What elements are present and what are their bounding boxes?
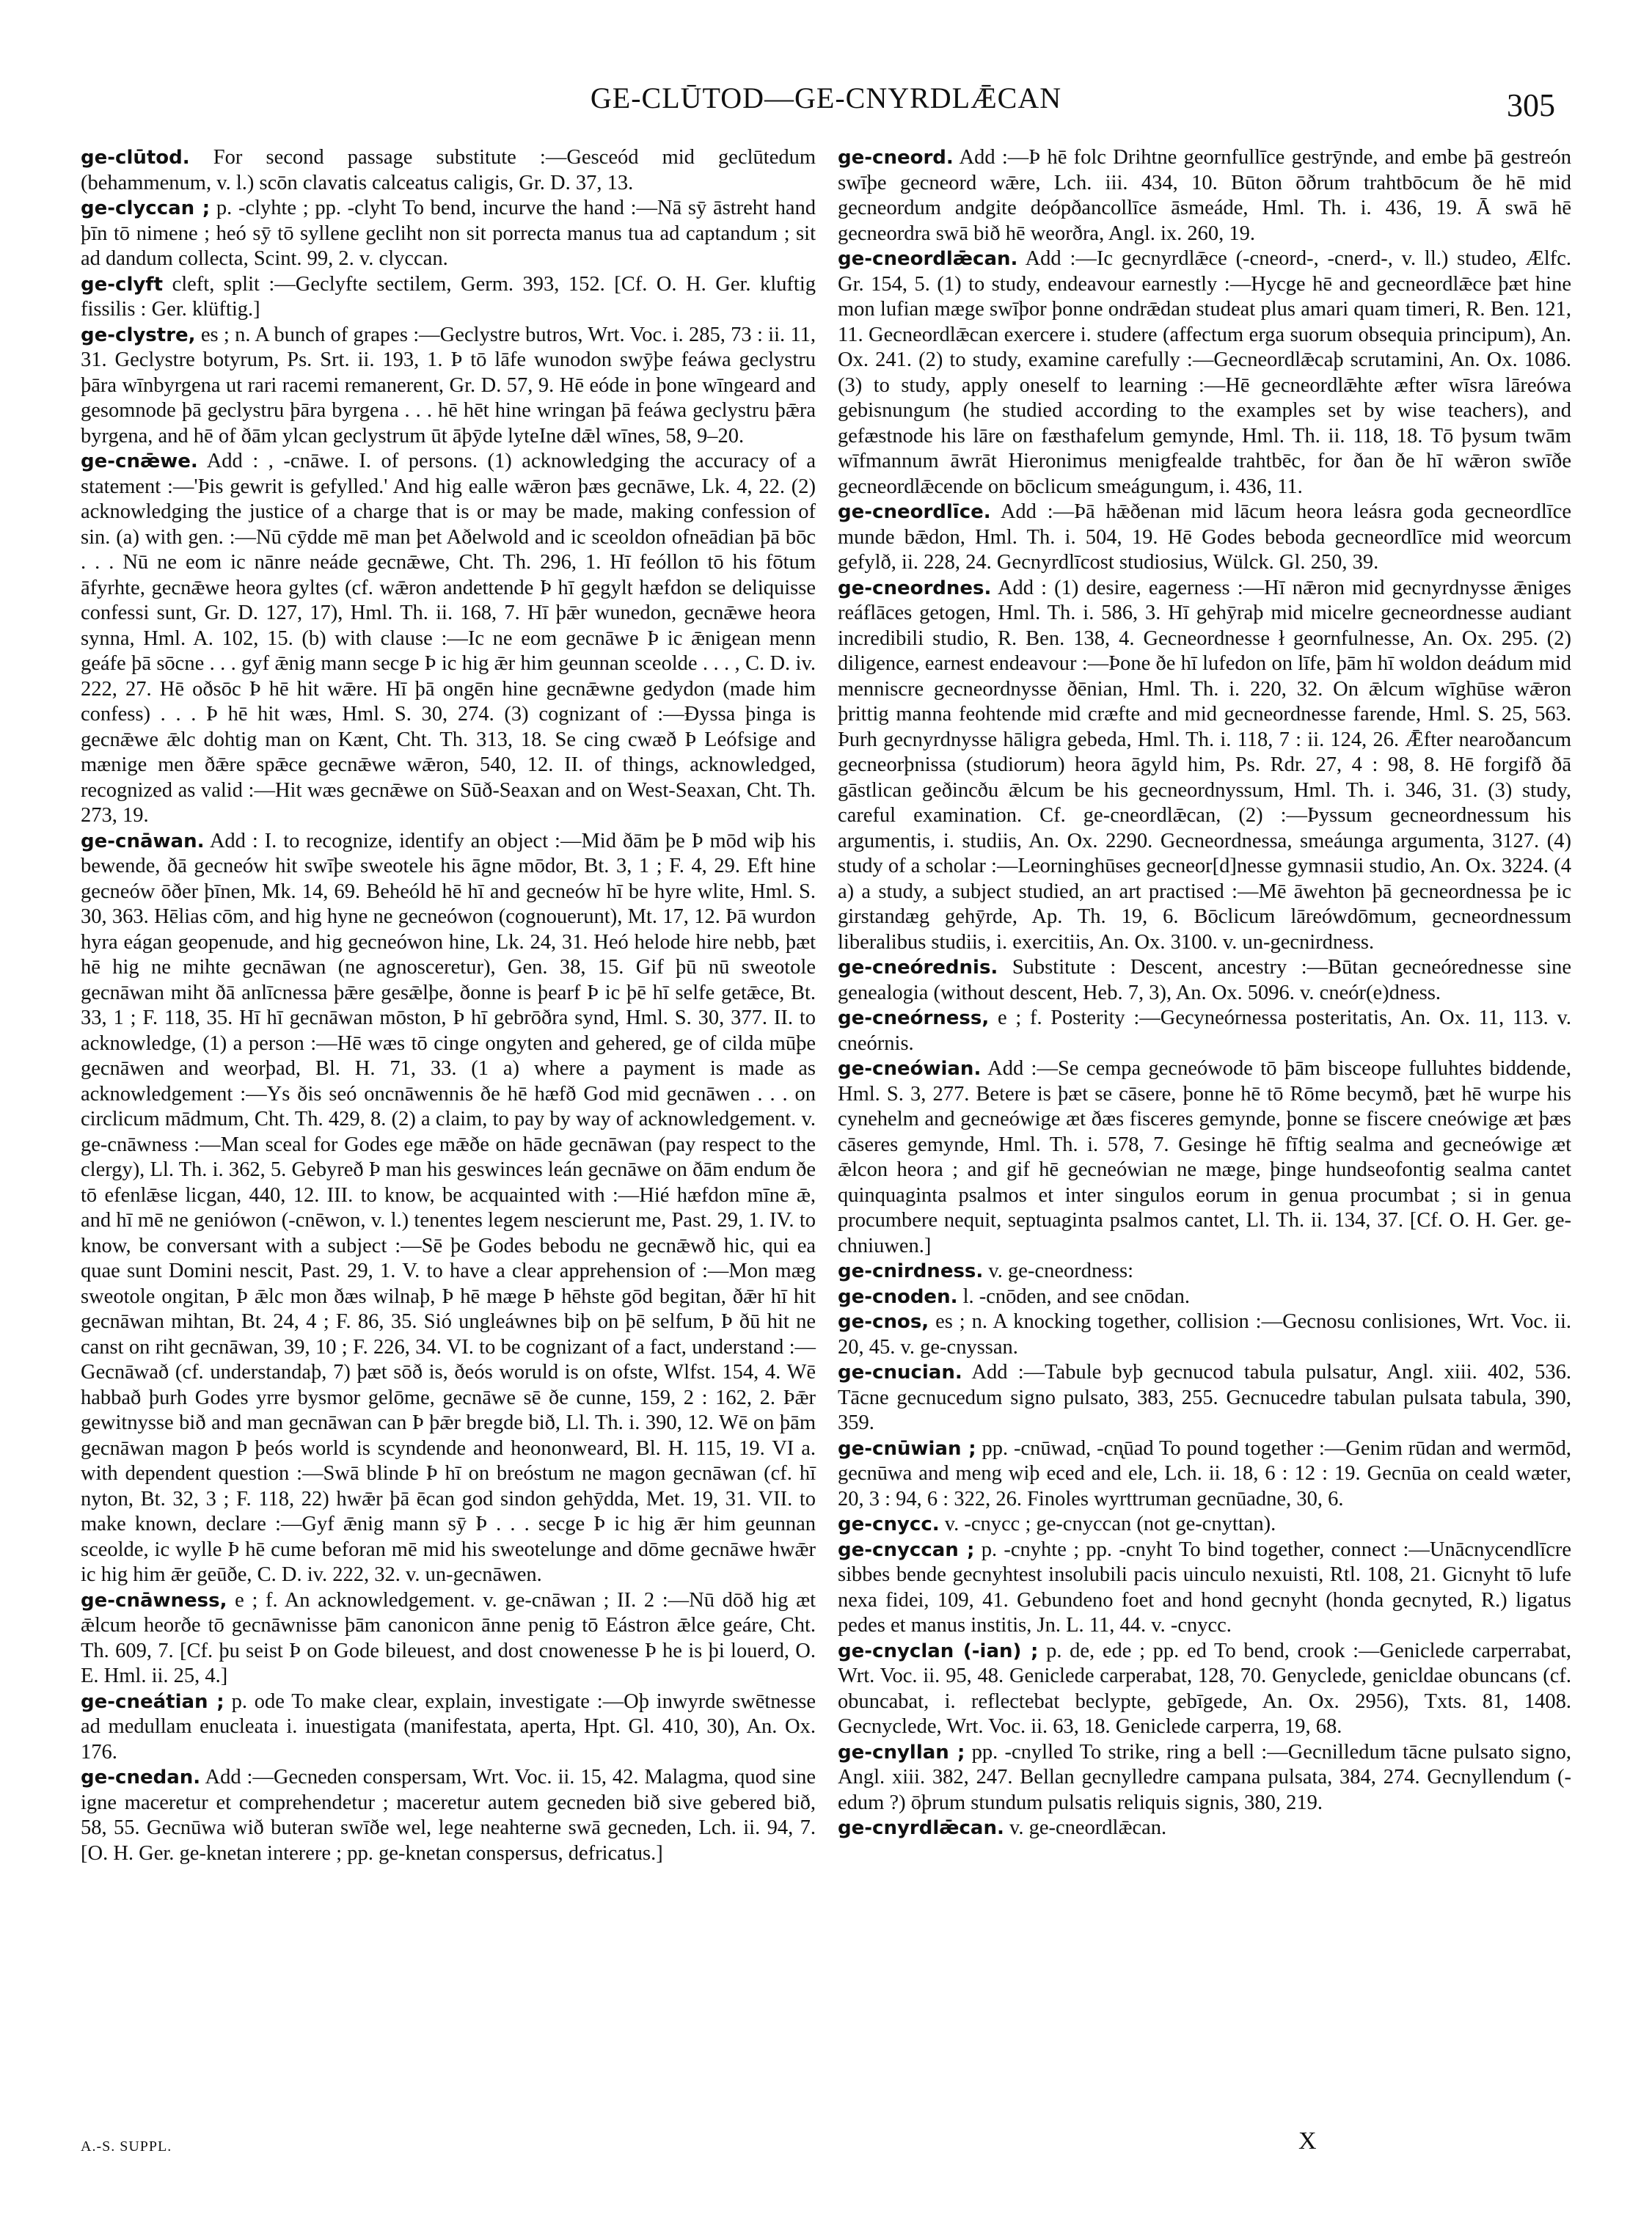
entry-text: pp. -cnylled To strike, ring a bell :—Gecnilledum tācne pulsato signo, Angl. xiii. 382, 247. Bellan gecnylledre campana pulsata, 384, 274. Gecnyllendum (-edum ?) ōþrum stundum pulsatis reliquis signis, 380, 219. [838,1740,1572,1814]
entry-text: l. -cnōden, and see cnōdan. [962,1285,1191,1308]
dictionary-entry [81,1765,816,1866]
entry-headword: ge-clyft [81,273,164,296]
gathering-mark: X [1298,2127,1317,2155]
dictionary-entry [838,1360,1571,1436]
dictionary-entry [838,1512,1571,1538]
dictionary-entry [838,1006,1571,1056]
entry-headword: ge-cnyllan ; [838,1741,965,1764]
dictionary-entry [81,829,816,1588]
dictionary-entry [838,1816,1571,1841]
dictionary-entry [838,145,1571,246]
dictionary-entry [838,955,1571,1006]
entry-text: e ; f. An acknowledgement. v. ge-cnāwan ; II. 2 :—Nū dōð hig æt ǣlcum heorðe tō gecnāwnisse þām canonicon ānne penig tō Eástron ǣlce geáre, Cht. Th. 609, 7. [Cf. þu seist Þ on Gode bileuest, and dost cnowenesse Þ he is þi louerd, O. E. Hml. ii. 25, 4.] [81,1588,816,1687]
running-head: GE-CLŪTOD—GE-CNYRDLǢCAN [590,81,1062,114]
entry-headword: ge-cneord. [838,147,954,169]
entry-text: p. ode To make clear, explain, investigate :—Oþ inwyrde swētnesse ad medullam enucleata i. inuestigata (manifestata, aperta, Hpt. Gl. 410, 30), An. Ox. 176. [81,1689,816,1764]
entry-text: v. ge-cneordness: [988,1260,1133,1282]
entry-text: Add : , -cnāwe. I. of persons. (1) acknowledging the accuracy of a statement :—'Þis gewrit is gefylled.' And hig ealle wǣron þæs gecnāwe, Lk. 4, 22. (2) acknowledging the justice of a charge that is or may be made, making confession of sin. (a) with gen. :—Nū cȳdde mē man þet Aðelwold and ic sceoldon ofneādian þā bōc . . . Nū ne eom ic nānre neáde gecnǣwe, Cht. Th. 296, 1. Hī feóllon tō his fōtum āfyrhte, gecnǣwe heora gyltes (cf. wǣron andettende Þ hī gegylt hæfdon se deliquisse confessi sunt, Gr. D. 127, 17), Hml. Th. ii. 168, 7. Hī þǣr wunedon, gecnǣwe heora synna, Hml. A. 102, 15. (b) with clause :—Ic ne eom gecnāwe Þ ic ǣnigean menn geáfe þā sōcne . . . gyf ǣnig mann secge Þ ic hig ǣr him geunnan sceolde . . . , C. D. iv. 222, 27. Hē oðsōc Þ hē hit wǣre. Hī þā ongēn hine gecnǣwne gedydon (made him confess) . . . Þ hē hit wæs, Hml. S. 30, 274. (3) cognizant of :—Ðyssa þinga is gecnǣwe ǣlc dohtig man on Kænt, Cht. Th. 313, 18. Se cing cwæð Þ Leófsige and mænige men ðǣre spǣce gecnǣwe wǣron, 540, 12. II. of things, acknowledged, recognized as valid :—Hit wæs gecnǣwe on Sūð-Seaxan and on West-Seaxan, Cht. Th. 273, 19. [81,450,816,827]
dictionary-entry [81,323,816,450]
entry-text: Add :—Þā hǣðenan mid lācum heora leásra goda gecneordlīce munde bǣdon, Hml. Th. i. 504, 19. Hē Godes beboda gecneordlīce mid weorcum gefylð, ii. 228, 24. Gecnyrdlīcost studiosius, Wülck. Gl. 250, 39. [838,500,1571,574]
entry-headword: ge-cneátian ; [81,1690,224,1713]
dictionary-entry [81,449,816,829]
left-column [81,145,816,1866]
dictionary-entry [81,272,816,323]
entry-text: p. de, ede ; pp. ed To bend, crook :—Geniclede carperrabat, Wrt. Voc. ii. 95, 48. Geniclede carperabat, 128, 70. Genyclede, genicldae obuncans (cf. obuncabat, i. reflectebat beclypte, gebīgede, An. Ox. 2956), Txts. 81, 1408. Gecnyclede, Wrt. Voc. ii. 63, 18. Geniclede carperra, 19, 68. [838,1639,1572,1738]
entry-text: Substitute : Descent, ancestry :—Būtan gecneórednesse sine genealogia (without descent, Heb. 7, 3), An. Ox. 5096. v. cneór(e)dness. [838,956,1571,1004]
entry-text: v. ge-cneordlǣcan. [1009,1816,1167,1839]
entry-text: e ; f. Posterity :—Gecyneórnessa posteritatis, An. Ox. 11, 113. v. cneórnis. [838,1006,1571,1055]
entry-text: Add :—Þ hē folc Drihtne geornfullīce gestrȳnde, and embe þā gestreón swīþe gecneord wǣre, Lch. iii. 434, 10. Būton ōðrum trahtbōcum ðe hē mid gecneordum andgite deópðancollīce āsmeáde, Hml. Th. i. 436, 19. Ā swā hē gecneordra swā bið hē weorðra, Angl. ix. 260, 19. [838,146,1571,245]
entry-headword: ge-clūtod. [81,147,190,169]
dictionary-entry [838,1639,1571,1740]
entry-text: Add : I. to recognize, identify an object :—Mid ðām þe Þ mōd wiþ his bewende, ðā gecneów hit swīþe sweotele his āgne mōdor, Bt. 3, 1 ; F. 4, 29. Eft hine gecneów ōðer þīnen, Mk. 14, 69. Beheóld hē hī and gecneów hī be hyre wlite, Hml. S. 30, 363. Hēlias cōm, and hig hyne ne gecneówon (cognouerunt), Mt. 17, 12. Þā wurdon hyra eágan geopenude, and hig gecneówon hine, Lk. 24, 31. Heó helode hire nebb, þæt hē hig ne mihte gecnāwan (ne agnosceretur), Gen. 38, 15. Gif þū nū sweotole gecnāwan miht ðā anlīcnessa þǣre gesǣlþe, ðonne is þearf Þ ic þē hī selfe getǣce, Bt. 33, 1 ; F. 118, 35. Hī hī gecnāwan mōston, Þ hī gebrōðra synd, Hml. S. 30, 377. II. to acknowledge, (1) a person :—Hē wæs tō cinge ongyten and gehered, ge of cilda mūþe gecnāwen and weorþad, Bl. H. 71, 33. (1 a) where a payment is made as acknowledgement :—Ys ðis seó oncnāwennis ðe hē hæfð God mid gecnāwen . . . on circlicum mādmum, Cht. Th. 429, 8. (2) a claim, to pay by way of acknowledgement. v. ge-cnāwness :—Man sceal for Godes ege mǣðe on hāde gecnāwan (pay respect to the clergy), Ll. Th. i. 362, 5. Gebyreð Þ man his geswinces leán gecnāwe on ðām endum ðe tō efenlǣse licgan, 440, 12. III. to know, be acquainted with :—Hié hæfdon mīne ǣ, and hī mē ne geniówon (-cnēwon, v. l.) tenentes legem nescierunt me, Past. 29, 1. IV. to know, be conversant with a subject :—Sē þe Godes bebodu ne gecnǣwð hic, qui ea quae sunt Domini nescit, Past. 29, 1. V. to have a clear apprehension of :—Mon mæg sweotole ongitan, Þ ǣlc mon ðæs wilnaþ, Þ hē mæge Þ hēhste gōd begitan, ðǣr hī hit gecnāwan mihtan, Bt. 24, 4 ; F. 86, 35. Sió ungleáwnes biþ on þē selfum, Þ ðū hit ne canst on riht gecnāwan, 39, 10 ; F. 226, 34. VI. to be cognizant of a fact, understand :—Gecnāwað (cf. understandaþ, 7) þæt sōð is, ðeós woruld is on ofste, Wlfst. 154, 4. Wē habbað þurh Godes yrre bysmor gelōme, gecnāwe sē ðe cunne, 159, 2 : 162, 2. Þǣr gewitnysse bið and man gecnāwan can Þ þǣr bregde bið, Ll. Th. i. 390, 12. Wē on þām gecnāwan magon Þ þeós world is scyndende and heononweard, Bl. H. 115, 19. VI a. with dependent question :—Swā blinde Þ hī on breóstum ne magon gecnāwan (cf. hī nyton, Bt. 32, 3 ; F. 118, 22) hwǣr þā ēcan god sindon gehȳdda, Met. 19, 31. VII. to make known, declare :—Gyf ǣnig mann sȳ Þ . . . secge Þ ic hig ǣr him geunnan sceolde, ic wylle Þ hē cume beforan mē mid his sweotelunge and dōme gecnāwe hwǣr ic hig him ǣr geūðe, C. D. iv. 222, 32. v. un-gecnāwen. [81,829,816,1586]
dictionary-entry [838,1740,1571,1816]
page-number: 305 [1507,87,1555,123]
entry-headword: ge-cnāwness, [81,1589,227,1612]
entry-text: es ; n. A bunch of grapes :—Geclystre butros, Wrt. Voc. i. 285, 73 : ii. 11, 31. Geclystre botyrum, Ps. Srt. ii. 193, 1. Þ tō lāfe wunodon swȳþe feáwa geclystru þāra wīnbyrgena ut rari racemi remanerent, Gr. D. 57, 9. Hē eóde in þone wīngeard and gesomnode þā geclystru þāra byrgena . . . hē hēt hine wringan þā feáwa geclystru þǣra byrgena, and hē of ðām ylcan geclystrum ūt āþȳde lyteIne dǣl wīnes, 58, 9–20. [81,323,816,447]
entry-headword: ge-cneórness, [838,1007,990,1029]
dictionary-entry [838,246,1571,500]
entry-headword: ge-clyccan ; [81,197,211,219]
entry-headword: ge-cnūwian ; [838,1437,976,1460]
right-column [838,145,1571,1841]
entry-text: Add :—Ic gecnyrdlǣce (-cneord-, -cnerd-, v. ll.) studeo, Ælfc. Gr. 154, 5. (1) to study, endeavour earnestly :—Hycge hē and gecneordlǣce þæt hine mon lufian mæge swīþor þonne ondrǣdan studeat plus amari quam timeri, R. Ben. 121, 11. Gecneordlǣcan exercere i. studere (affectum erga suorum obsequia principum), An. Ox. 241. (2) to study, examine carefully :—Gecneordlǣcaþ scrutamini, An. Ox. 1086. (3) to study, apply oneself to learning :—Hē gecneordlǣhte æfter wīsra lāreówa gebisnungum (he studied according to the examples set by wise teachers), and gefæstnode his lāre on fæsthafelum gemynde, Hml. Th. ii. 118, 18. Tō þysum twām wīfmannum āwrāt Hieronimus menigfealde trahtbēc, for ðan ðe hī wǣron swīðe gecneordlǣcende on bōclicum smeágungum, i. 436, 11. [838,247,1571,498]
entry-headword: ge-cneordnes. [838,577,992,599]
entry-headword: ge-cnos, [838,1311,929,1333]
dictionary-entry [838,1285,1571,1310]
dictionary-entry [838,576,1571,956]
dictionary-entry [838,1309,1571,1360]
entry-headword: ge-cnirdness. [838,1260,984,1282]
dictionary-entry [838,1259,1571,1285]
entry-headword: ge-cneórednis. [838,957,998,979]
entry-text: p. -cnyhte ; pp. -cnyht To bind together, connect :—Unācnycendlīcre sibbes bende gecnyhtest insolubili pacis uinculo nexuisti, Rtl. 108, 21. Gicnyht tō lufe nexa fidei, 109, 41. Gebundeno foet and hond gecnyht (honda gecnyted, R.) ligatus pedes et manus institis, Jn. L. 11, 44. v. -cnycc. [838,1538,1571,1637]
dictionary-entry [838,1538,1571,1639]
entry-headword: ge-cnǣwe. [81,450,198,472]
entry-headword: ge-cnyccan ; [838,1538,975,1561]
dictionary-entry [81,145,816,196]
entry-headword: ge-cnyrdlǣcan. [838,1817,1004,1839]
entry-text: p. -clyhte ; pp. -clyht To bend, incurve the hand :—Nā sȳ āstreht hand þīn tō nimene ; heó sȳ tō syllene gecliht non sit porrecta manus tua ad captandum ; sit ad dandum collecta, Scint. 99, 2. v. clyccan. [81,197,816,270]
entry-headword: ge-cnedan. [81,1766,201,1789]
entry-headword: ge-cnāwan. [81,830,205,852]
dictionary-entry [838,1436,1571,1513]
entry-text: v. -cnycc ; ge-cnyccan (not ge-cnyttan). [944,1513,1276,1535]
dictionary-entry [838,500,1571,576]
entry-text: Add :—Tabule byþ gecnucod tabula pulsatur, Angl. xiii. 402, 536. Tācne gecnucedum signo pulsato, 383, 255. Gecnucedre tabulan pulsata tabula, 390, 359. [838,1361,1571,1434]
entry-headword: ge-cnycc. [838,1513,940,1535]
entry-headword: ge-cneordlǣcan. [838,248,1018,270]
entry-text: Add : (1) desire, eagerness :—Hī nǣron mid gecnyrdnysse ǣniges reáflāces getogen, Hml. Th. i. 586, 3. Hī gehȳraþ mid micelre gecneordnesse audiant incredibili studio, R. Ben. 138, 4. Gecneordnesse ł geornfulnesse, An. Ox. 295. (2) diligence, earnest endeavour :—Þone ðe hī lufedon on līfe, þām hī woldon deádum mid menniscre gecneordnysse ðēnian, Hml. Th. i. 220, 32. On ǣlcum wīghūse wǣron þrittig manna feohtende mid cræfte and mid gecneordnesse farende, Hml. S. 25, 563. Þurh gecnyrdnysse hāligra gebeda, Hml. Th. i. 118, 7 : ii. 124, 26. Ǣfter nearoðancum gecneorþnissa (studiorum) heora āgyld him, Ps. Rdr. 27, 4 : 98, 8. Hē forgifð ðā gāstlican geðincðu ǣlcum be his gecneordnyssum, Hml. Th. i. 346, 31. (3) study, careful examination. Cf. ge-cneordlǣcan, (2) :—Þyssum gecneordnessum his argumentis, i. studiis, An. Ox. 2290. Gecneordnessa, smeáunga argumenta, 3127. (4) study of a scholar :—Leorninghūses gecneor[d]nesse gymnasii studio, An. Ox. 3224. (4 a) a study, a subject studied, an art practised :—Mē āwehton þā gecneordnessa þe ic girstandæg gehȳrde, Ap. Th. 19, 6. Bōclicum lāreówdōmum, gecneordnessum liberalibus studiis, i. exercitiis, An. Ox. 3100. v. un-gecnirdness. [838,576,1571,954]
signature-mark: A.-S. SUPPL. [81,2138,172,2155]
dictionary-entry [81,196,816,272]
entry-text: cleft, split :—Geclyfte sectilem, Germ. 393, 152. [Cf. O. H. Ger. kluftig fissilis : Ger. klüftig.] [81,272,816,321]
entry-text: For second passage substitute :—Gesceód mid geclūtedum (behammenum, v. l.) scōn clavatis calceatus caligis, Gr. D. 37, 13. [81,146,816,194]
entry-text: pp. -cnūwad, -cn̨ūad To pound together :—Genim rūdan and wermōd, gecnūwa and meng wiþ eced and ele, Lch. ii. 18, 6 : 12 : 19. Gecnūa on ceald wæter, 20, 3 : 94, 6 : 322, 26. Finoles wyrttruman gecnūadne, 30, 6. [838,1436,1572,1510]
entry-headword: ge-cneordlīce. [838,501,991,523]
dictionary-entry [838,1056,1571,1259]
entry-headword: ge-clystre, [81,324,196,346]
entry-text: es ; n. A knocking together, collision :—Gecnosu conlisiones, Wrt. Voc. ii. 20, 45. v. ge-cnyssan. [838,1310,1572,1359]
entry-headword: ge-cnyclan (-ian) ; [838,1640,1039,1662]
dictionary-entry [81,1588,816,1689]
entry-text: Add :—Se cempa gecneówode tō þām bisceope fulluhtes biddende, Hml. S. 3, 277. Betere is þæt se cāsere, þonne hē tō Rōme becymð, þæt hē wurpe his cynehelm and gecneówige æt ðæs fisceres gemynde, þonne se fiscere cneówige æt þæs cāseres gemynde, Hml. Th. i. 578, 7. Gesinge hē fīftig sealma and gecneówige æt ǣlcon heora ; and gif hē gecneówian ne mæge, þinge hundseofontig sealma cantet quinquaginta psalmos et inter singulos eorum in genua procumbat ; si in genua procumbere nequit, septuaginta psalmos cantet, Ll. Th. ii. 134, 37. [Cf. O. H. Ger. ge-chniuwen.] [838,1057,1571,1257]
entry-text: Add :—Gecneden conspersam, Wrt. Voc. ii. 15, 42. Malagma, quod sine igne maceretur et comprehendetur ; maceretur autem gecneden bið sive gebered bið, 58, 55. Gecnūwa wið buteran swīðe wel, lege neahterne swā gecneden, Lch. ii. 94, 7. [O. H. Ger. ge-knetan interere ; pp. ge-knetan conspersus, defricatus.] [81,1766,816,1865]
dictionary-entry [81,1689,816,1766]
entry-headword: ge-cneówian. [838,1058,982,1080]
entry-headword: ge-cnucian. [838,1362,962,1384]
entry-headword: ge-cnoden. [838,1285,958,1308]
